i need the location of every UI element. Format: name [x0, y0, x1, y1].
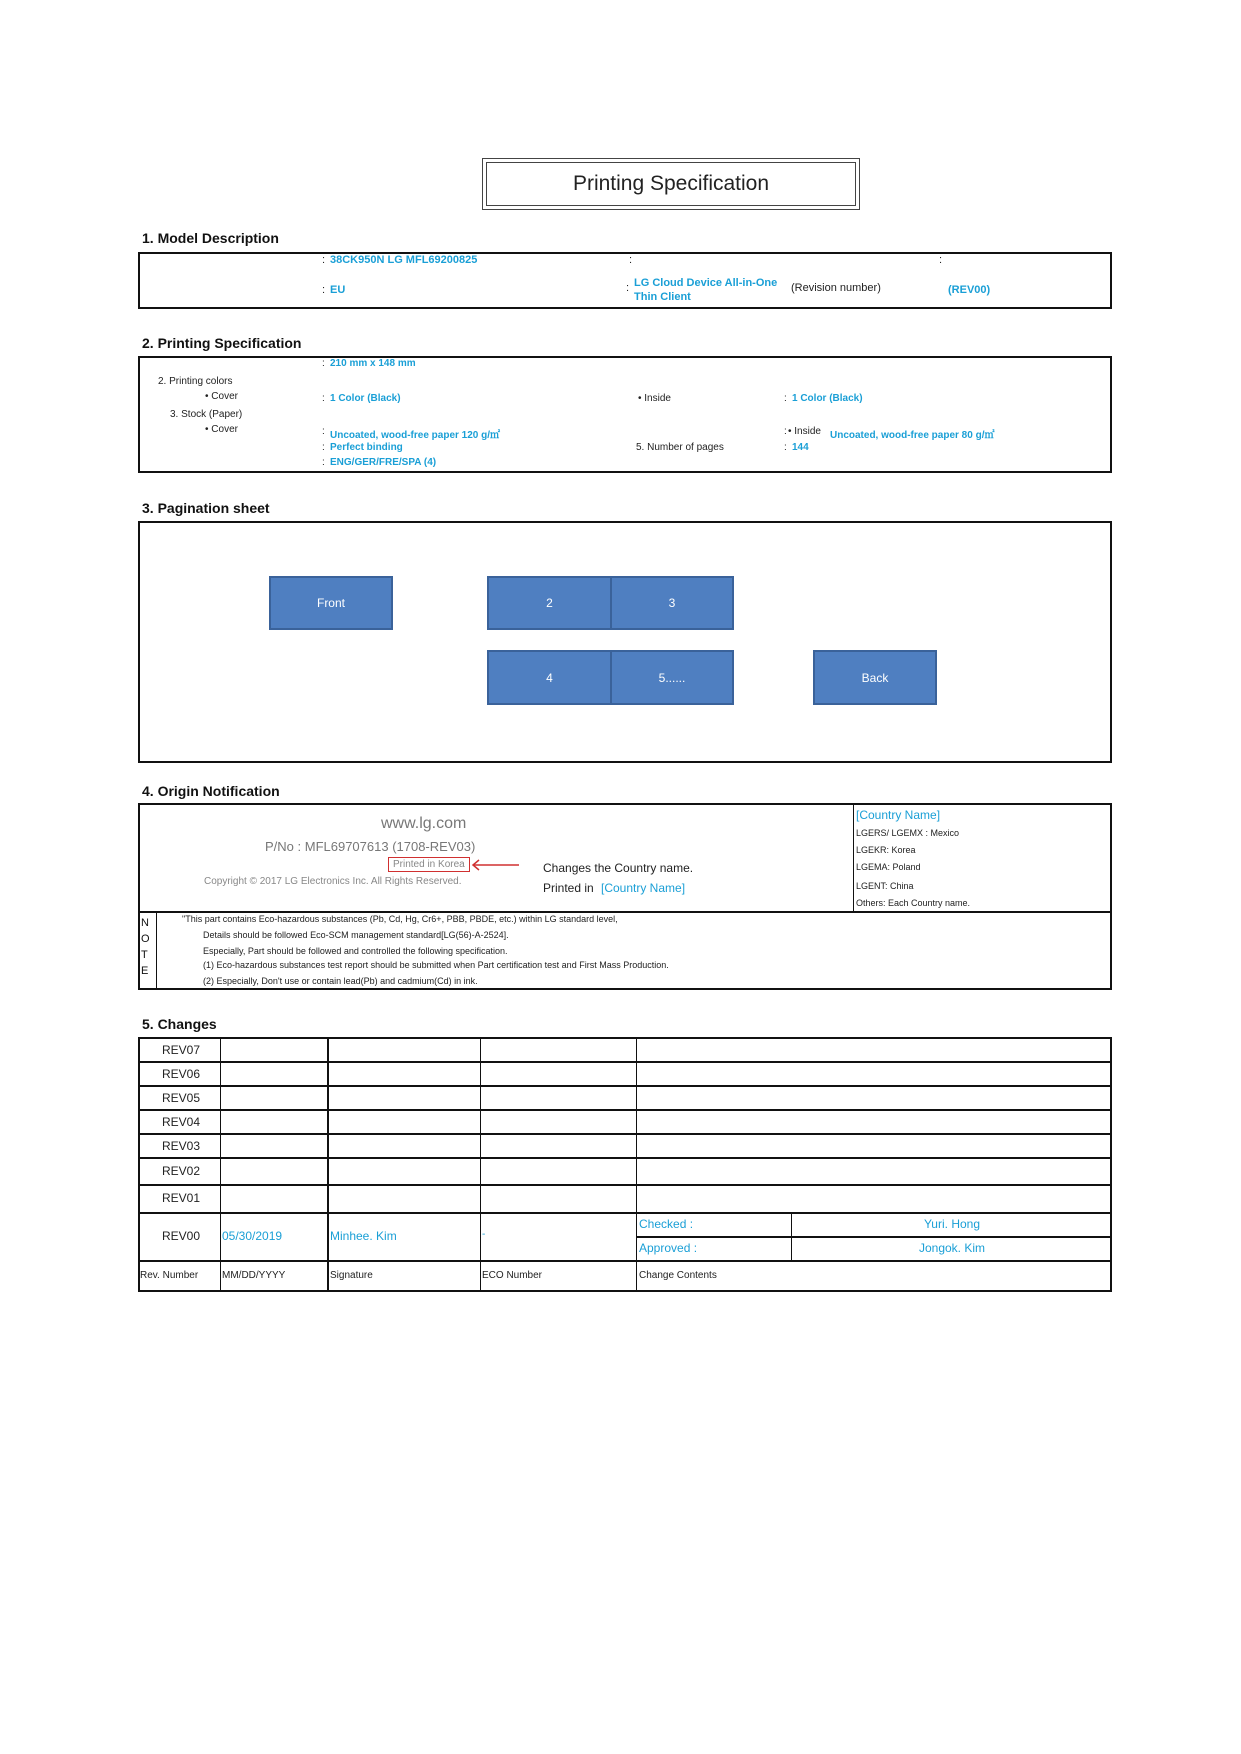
rev-label: REV03 [161, 1139, 201, 1153]
divider [139, 1085, 1111, 1087]
printing-spec-frame [138, 356, 1112, 473]
footer-signature: Signature [330, 1270, 373, 1281]
colon: : [939, 254, 943, 266]
section-origin-heading: 4. Origin Notification [142, 783, 280, 799]
colon: : [322, 442, 325, 453]
divider [139, 1157, 1111, 1159]
footer-eco-number: ECO Number [482, 1270, 543, 1281]
product-name: LG Cloud Device All-in-One Thin Client [634, 277, 778, 303]
country-item: Others: Each Country name. [856, 898, 971, 908]
origin-part-number: P/No : MFL69707613 (1708-REV03) [265, 839, 476, 854]
rev00-label: REV00 [161, 1229, 201, 1243]
note-line: (2) Especially, Don't use or contain lead(Pb) and cadmium(Cd) in ink. [203, 976, 478, 986]
document-title: Printing Specification [486, 162, 856, 206]
approved-by: Jongok. Kim [918, 1241, 986, 1255]
section-changes-heading: 5. Changes [142, 1016, 217, 1032]
note-line: "This part contains Eco-hazardous substances (Pb, Cd, Hg, Cr6+, PBB, PBDE, etc.) within LG standard level, [182, 914, 618, 924]
revision-label: (Revision number) [791, 282, 881, 294]
revision-number: (REV00) [948, 284, 991, 296]
divider [853, 804, 854, 912]
page-2: 2 [487, 576, 612, 630]
page-4: 4 [487, 650, 612, 705]
printed-in-korea-box: Printed in Korea [388, 857, 470, 872]
colon: : [784, 442, 787, 453]
rev00-eco-number: - [482, 1229, 486, 1240]
rev-label: REV07 [161, 1043, 201, 1057]
inside-paper-label: • Inside [788, 426, 821, 437]
country-list-title: [Country Name] [856, 808, 941, 822]
note-letter: T [141, 949, 148, 961]
page-back: Back [813, 650, 937, 705]
divider [139, 1061, 1111, 1063]
country-placeholder: [Country Name] [601, 881, 686, 895]
cover-paper: Uncoated, wood-free paper 120 g/㎡ [330, 430, 501, 441]
colon: : [322, 358, 325, 369]
rev00-date: 05/30/2019 [222, 1229, 283, 1243]
divider [139, 1260, 1111, 1262]
model-name: 38CK950N LG MFL69200825 [330, 254, 478, 266]
pages-label: 5. Number of pages [636, 442, 724, 453]
country-item: LGERS/ LGEMX : Mexico [856, 828, 960, 838]
colon: : [629, 254, 633, 266]
colon: : [322, 284, 326, 296]
divider [327, 1038, 329, 1291]
page-3: 3 [610, 576, 734, 630]
divider [139, 1109, 1111, 1111]
arrow-left-icon [471, 859, 521, 871]
change-note: Changes the Country name. [543, 861, 694, 875]
printing-colors-label: 2. Printing colors [158, 376, 233, 387]
origin-copyright: Copyright © 2017 LG Electronics Inc. All Rights Reserved. [204, 876, 462, 887]
divider [636, 1038, 637, 1291]
approved-label: Approved : [639, 1241, 698, 1255]
divider [480, 1038, 481, 1291]
pagination-frame [138, 521, 1112, 763]
page-count: 144 [792, 442, 809, 453]
note-line: Especially, Part should be followed and controlled the following specification. [203, 946, 508, 956]
cover-color: 1 Color (Black) [330, 393, 401, 404]
footer-date: MM/DD/YYYY [222, 1270, 286, 1281]
footer-change-contents: Change Contents [639, 1270, 717, 1281]
note-line: (1) Eco-hazardous substances test report should be submitted when Part certification test and First Mass Production. [203, 960, 669, 970]
rev-label: REV02 [161, 1164, 201, 1178]
checked-label: Checked : [639, 1217, 694, 1231]
divider [139, 1212, 1111, 1214]
country-item: LGEKR: Korea [856, 845, 916, 855]
divider [139, 1133, 1111, 1135]
languages: ENG/GER/FRE/SPA (4) [330, 457, 437, 468]
divider [156, 912, 157, 989]
stock-label: 3. Stock (Paper) [170, 409, 243, 420]
section-printing-spec-heading: 2. Printing Specification [142, 335, 302, 351]
cover-label: • Cover [205, 391, 238, 402]
section-pagination-heading: 3. Pagination sheet [142, 500, 270, 516]
stock-cover-label: • Cover [205, 424, 238, 435]
note-letter: O [141, 933, 150, 945]
note-letter: E [141, 965, 149, 977]
note-line: Details should be followed Eco-SCM management standard[LG(56)-A-2524]. [203, 930, 509, 940]
rev-label: REV04 [161, 1115, 201, 1129]
divider [139, 911, 1111, 913]
colon: : [322, 254, 326, 266]
divider [637, 1236, 1111, 1238]
inside-label: • Inside [638, 393, 671, 404]
colon: : [784, 426, 787, 437]
origin-url: www.lg.com [381, 815, 467, 832]
rev00-signature: Minhee. Kim [330, 1229, 397, 1243]
colon: : [626, 282, 630, 294]
inside-color: 1 Color (Black) [792, 393, 863, 404]
document-title-box [482, 158, 860, 210]
colon: : [322, 426, 325, 437]
country-item: LGENT: China [856, 881, 914, 891]
page-5: 5...... [610, 650, 734, 705]
size-value: 210 mm x 148 mm [330, 358, 416, 369]
rev-label: REV06 [161, 1067, 201, 1081]
footer-rev-number: Rev. Number [140, 1270, 199, 1281]
colon: : [322, 457, 325, 468]
model-description-frame [138, 252, 1112, 309]
printed-in-prefix: Printed in [543, 881, 594, 895]
divider [139, 1184, 1111, 1186]
page-front: Front [269, 576, 393, 630]
checked-by: Yuri. Hong [923, 1217, 981, 1231]
region: EU [330, 284, 346, 296]
colon: : [784, 393, 787, 404]
rev-label: REV05 [161, 1091, 201, 1105]
country-item: LGEMA: Poland [856, 862, 921, 872]
note-letter: N [141, 917, 149, 929]
section-model-description-heading: 1. Model Description [142, 230, 279, 246]
colon: : [322, 393, 325, 404]
rev-label: REV01 [161, 1191, 201, 1205]
binding: Perfect binding [330, 442, 403, 453]
inside-paper: Uncoated, wood-free paper 80 g/㎡ [830, 430, 995, 441]
